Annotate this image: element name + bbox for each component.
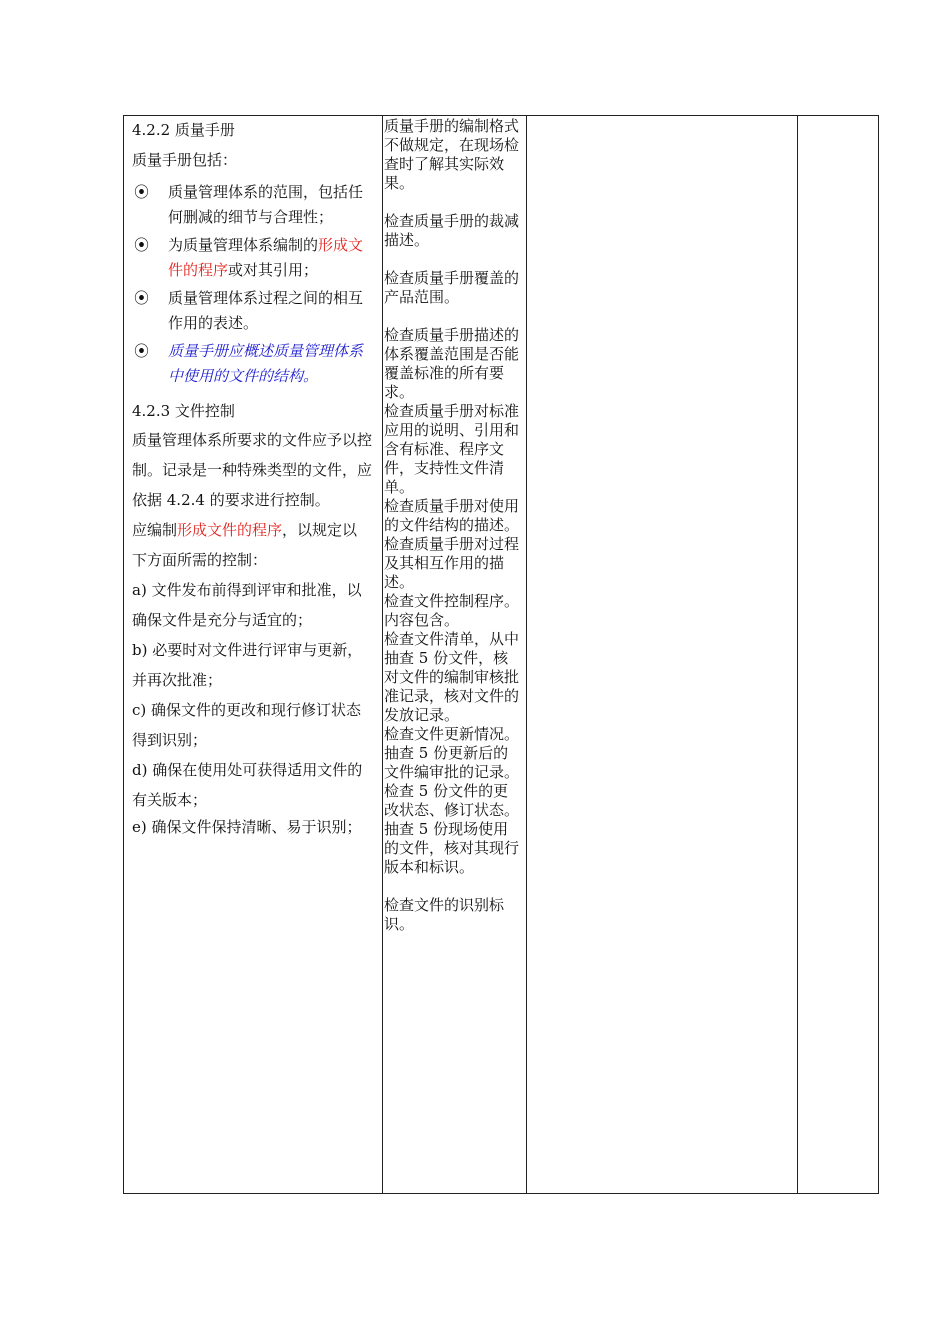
section-423-paragraph-2: 应编制形成文件的程序，以规定以下方面所需的控制：: [132, 521, 358, 569]
list-item: [132, 339, 372, 389]
list-item: e) 确保文件保持清晰、易于识别；: [132, 818, 362, 836]
audit-notes-column: [384, 117, 522, 934]
audit-note: 检查质量手册对过程及其相互作用的描述。: [384, 535, 520, 591]
section-423-paragraph: 质量管理体系所要求的文件应予以控制。记录是一种特殊类型的文件，应依据 4.2.4 的要求进行控制。: [132, 431, 373, 509]
audit-note: 检查 5 份文件的更改状态、修订状态。: [384, 782, 520, 819]
highlight-red: 形成文件的程序: [177, 521, 283, 539]
audit-note: 抽查 5 份更新后的文件编审批的记录。: [384, 744, 520, 781]
list-item: [132, 286, 372, 336]
highlight-red: 形成文件的程序: [168, 236, 364, 279]
column-divider: [797, 116, 798, 1193]
audit-note: 检查文件的识别标识。: [384, 896, 505, 933]
bullet-icon: ⦿: [134, 183, 150, 201]
column-divider: [382, 116, 383, 1193]
bullet-icon: ⦿: [134, 236, 150, 254]
bullet-text-note: 质量手册应概述质量管理体系中使用的文件的结构。: [168, 342, 364, 385]
audit-note: 检查质量手册的裁减描述。: [384, 212, 520, 249]
audit-note: 检查质量手册对使用的文件结构的描述。: [384, 497, 520, 534]
list-item: d) 确保在使用处可获得适用文件的有关版本；: [132, 761, 363, 809]
audit-note: 检查质量手册描述的体系覆盖范围是否能覆盖标准的所有要求。: [384, 326, 520, 401]
column-divider: [526, 116, 527, 1193]
bullet-icon: ⦿: [134, 342, 150, 360]
section-422-heading: 4.2.2 质量手册: [132, 121, 235, 139]
audit-note: 检查文件清单，从中抽查 5 份文件，核对文件的编制审核批准记录，核对文件的发放记录。: [384, 630, 520, 724]
audit-checklist-table: [123, 115, 879, 1194]
bullet-icon: ⦿: [134, 289, 150, 307]
list-item: c) 确保文件的更改和现行修订状态得到识别；: [132, 701, 362, 749]
audit-note: 抽查 5 份现场使用的文件，核对其现行版本和标识。: [384, 820, 520, 876]
section-423-heading: 4.2.3 文件控制: [132, 402, 235, 420]
list-item: [132, 180, 372, 230]
bullet-text: 为质量管理体系编制的形成文件的程序或对其引用；: [168, 236, 364, 279]
audit-note: 检查质量手册覆盖的产品范围。: [384, 269, 520, 306]
bullet-text: 质量管理体系过程之间的相互作用的表述。: [168, 289, 364, 332]
list-item: [132, 233, 372, 283]
audit-note: 检查文件控制程序。内容包含。: [384, 592, 520, 629]
audit-note: 检查文件更新情况。: [384, 725, 520, 743]
list-item: a) 文件发布前得到评审和批准，以确保文件是充分与适宜的；: [132, 581, 362, 629]
audit-note: 检查质量手册对标准应用的说明、引用和含有标准、程序文件，支持性文件清单。: [384, 402, 520, 496]
clause-column: [132, 118, 372, 839]
audit-note: 质量手册的编制格式不做规定，在现场检查时了解其实际效果。: [384, 117, 520, 192]
list-item: b) 必要时对文件进行评审与更新，并再次批准；: [132, 641, 363, 689]
section-422-intro: 质量手册包括：: [132, 151, 238, 169]
bullet-text: 质量管理体系的范围，包括任何删减的细节与合理性；: [168, 183, 364, 226]
